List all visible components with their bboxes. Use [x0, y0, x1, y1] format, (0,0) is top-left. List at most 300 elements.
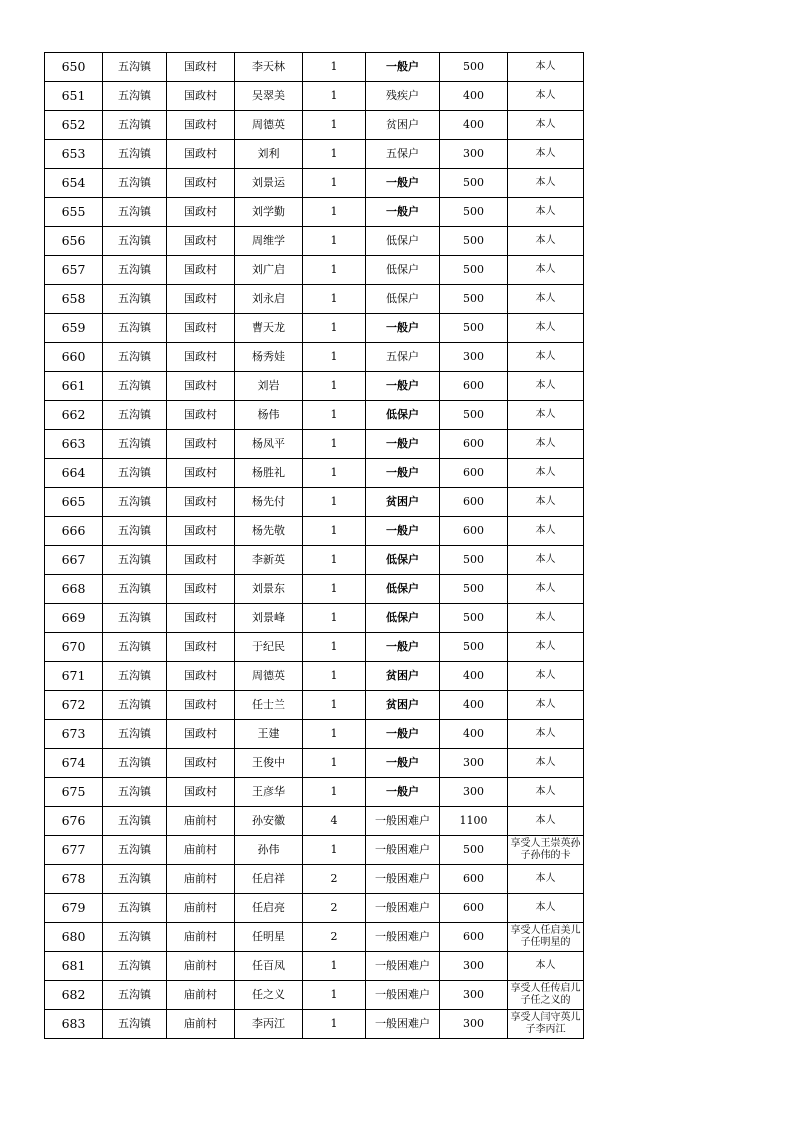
- name-cell: 曹天龙: [235, 314, 303, 343]
- town-cell: 五沟镇: [103, 894, 167, 923]
- household-size-cell: 1: [303, 401, 366, 430]
- household-size-cell: 1: [303, 662, 366, 691]
- household-type-cell: 一般困难户: [366, 836, 440, 865]
- village-cell: 庙前村: [167, 807, 235, 836]
- row-number: 651: [45, 82, 103, 111]
- table-row: [45, 1010, 584, 1039]
- recipient-note-cell: 本人: [508, 169, 584, 198]
- amount-cell: 500: [440, 314, 508, 343]
- recipient-note-cell: 享受人任启美儿子任明星的: [508, 923, 584, 952]
- town-cell: 五沟镇: [103, 372, 167, 401]
- name-cell: 孙安徽: [235, 807, 303, 836]
- household-type-cell: 贫困户: [366, 691, 440, 720]
- household-size-cell: 1: [303, 633, 366, 662]
- recipient-note-cell: 本人: [508, 314, 584, 343]
- recipient-note-cell: 本人: [508, 343, 584, 372]
- recipient-note-cell: 享受人王崇英孙子孙伟的卡: [508, 836, 584, 865]
- recipient-note-cell: 本人: [508, 459, 584, 488]
- name-cell: 李天林: [235, 53, 303, 82]
- table-row: [45, 53, 584, 82]
- amount-cell: 600: [440, 372, 508, 401]
- village-cell: 庙前村: [167, 923, 235, 952]
- name-cell: 李丙江: [235, 1010, 303, 1039]
- amount-cell: 600: [440, 923, 508, 952]
- household-size-cell: 1: [303, 140, 366, 169]
- row-number: 672: [45, 691, 103, 720]
- village-cell: 国政村: [167, 111, 235, 140]
- village-cell: 国政村: [167, 53, 235, 82]
- village-cell: 庙前村: [167, 1010, 235, 1039]
- village-cell: 国政村: [167, 517, 235, 546]
- row-number: 681: [45, 952, 103, 981]
- row-number: 676: [45, 807, 103, 836]
- household-size-cell: 1: [303, 836, 366, 865]
- household-type-cell: 低保户: [366, 546, 440, 575]
- amount-cell: 600: [440, 488, 508, 517]
- household-size-cell: 1: [303, 314, 366, 343]
- table-row: [45, 401, 584, 430]
- row-number: 669: [45, 604, 103, 633]
- village-cell: 国政村: [167, 285, 235, 314]
- row-number: 654: [45, 169, 103, 198]
- household-type-cell: 一般户: [366, 633, 440, 662]
- household-type-cell: 一般困难户: [366, 894, 440, 923]
- table-row: [45, 981, 584, 1010]
- household-type-cell: 一般户: [366, 372, 440, 401]
- town-cell: 五沟镇: [103, 430, 167, 459]
- household-type-cell: 一般困难户: [366, 807, 440, 836]
- village-cell: 国政村: [167, 198, 235, 227]
- recipient-note-cell: 本人: [508, 778, 584, 807]
- name-cell: 吴翠美: [235, 82, 303, 111]
- household-size-cell: 1: [303, 749, 366, 778]
- household-type-cell: 残疾户: [366, 82, 440, 111]
- village-cell: 国政村: [167, 459, 235, 488]
- recipient-note-cell: 本人: [508, 546, 584, 575]
- name-cell: 刘景峰: [235, 604, 303, 633]
- table-row: [45, 952, 584, 981]
- name-cell: 任明星: [235, 923, 303, 952]
- household-size-cell: 1: [303, 604, 366, 633]
- recipient-note-cell: 本人: [508, 111, 584, 140]
- recipient-note-cell: 本人: [508, 82, 584, 111]
- amount-cell: 400: [440, 662, 508, 691]
- name-cell: 任之义: [235, 981, 303, 1010]
- table-row: [45, 198, 584, 227]
- household-type-cell: 贫困户: [366, 488, 440, 517]
- table-row: [45, 575, 584, 604]
- amount-cell: 300: [440, 952, 508, 981]
- town-cell: 五沟镇: [103, 488, 167, 517]
- table-row: [45, 169, 584, 198]
- name-cell: 刘景运: [235, 169, 303, 198]
- household-type-cell: 低保户: [366, 575, 440, 604]
- household-size-cell: 4: [303, 807, 366, 836]
- household-size-cell: 1: [303, 169, 366, 198]
- amount-cell: 300: [440, 1010, 508, 1039]
- village-cell: 国政村: [167, 227, 235, 256]
- household-size-cell: 1: [303, 952, 366, 981]
- recipient-note-cell: 本人: [508, 633, 584, 662]
- town-cell: 五沟镇: [103, 662, 167, 691]
- recipient-note-cell: 本人: [508, 662, 584, 691]
- village-cell: 国政村: [167, 604, 235, 633]
- name-cell: 刘广启: [235, 256, 303, 285]
- table-row: [45, 517, 584, 546]
- village-cell: 庙前村: [167, 894, 235, 923]
- household-size-cell: 1: [303, 343, 366, 372]
- amount-cell: 500: [440, 256, 508, 285]
- recipient-note-cell: 享受人任传启儿子任之义的: [508, 981, 584, 1010]
- recipient-note-cell: 本人: [508, 430, 584, 459]
- name-cell: 刘岩: [235, 372, 303, 401]
- table-row: [45, 256, 584, 285]
- row-number: 670: [45, 633, 103, 662]
- household-size-cell: 1: [303, 372, 366, 401]
- row-number: 658: [45, 285, 103, 314]
- household-size-cell: 1: [303, 546, 366, 575]
- household-size-cell: 1: [303, 227, 366, 256]
- household-type-cell: 一般户: [366, 169, 440, 198]
- recipient-note-cell: 本人: [508, 604, 584, 633]
- town-cell: 五沟镇: [103, 111, 167, 140]
- row-number: 652: [45, 111, 103, 140]
- village-cell: 国政村: [167, 575, 235, 604]
- amount-cell: 300: [440, 140, 508, 169]
- household-size-cell: 1: [303, 285, 366, 314]
- row-number: 683: [45, 1010, 103, 1039]
- household-size-cell: 1: [303, 720, 366, 749]
- row-number: 664: [45, 459, 103, 488]
- amount-cell: 500: [440, 633, 508, 662]
- table-row: [45, 836, 584, 865]
- household-type-cell: 一般户: [366, 53, 440, 82]
- recipient-note-cell: 本人: [508, 807, 584, 836]
- row-number: 661: [45, 372, 103, 401]
- household-type-cell: 一般困难户: [366, 1010, 440, 1039]
- recipient-note-cell: 本人: [508, 488, 584, 517]
- town-cell: 五沟镇: [103, 807, 167, 836]
- table-row: [45, 488, 584, 517]
- amount-cell: 400: [440, 82, 508, 111]
- amount-cell: 400: [440, 691, 508, 720]
- town-cell: 五沟镇: [103, 836, 167, 865]
- name-cell: 杨伟: [235, 401, 303, 430]
- table-row: [45, 140, 584, 169]
- name-cell: 任启祥: [235, 865, 303, 894]
- table-body: [45, 53, 584, 1039]
- town-cell: 五沟镇: [103, 604, 167, 633]
- recipient-note-cell: 本人: [508, 517, 584, 546]
- row-number: 656: [45, 227, 103, 256]
- table-row: [45, 546, 584, 575]
- town-cell: 五沟镇: [103, 517, 167, 546]
- village-cell: 国政村: [167, 633, 235, 662]
- household-type-cell: 五保户: [366, 343, 440, 372]
- village-cell: 国政村: [167, 343, 235, 372]
- village-cell: 国政村: [167, 546, 235, 575]
- row-number: 657: [45, 256, 103, 285]
- row-number: 662: [45, 401, 103, 430]
- amount-cell: 400: [440, 720, 508, 749]
- town-cell: 五沟镇: [103, 82, 167, 111]
- household-type-cell: 低保户: [366, 227, 440, 256]
- table-row: [45, 343, 584, 372]
- town-cell: 五沟镇: [103, 227, 167, 256]
- row-number: 665: [45, 488, 103, 517]
- name-cell: 周德英: [235, 662, 303, 691]
- town-cell: 五沟镇: [103, 343, 167, 372]
- household-type-cell: 贫困户: [366, 111, 440, 140]
- household-type-cell: 一般户: [366, 517, 440, 546]
- household-size-cell: 1: [303, 53, 366, 82]
- household-size-cell: 1: [303, 778, 366, 807]
- household-type-cell: 贫困户: [366, 662, 440, 691]
- household-size-cell: 1: [303, 517, 366, 546]
- name-cell: 杨先敬: [235, 517, 303, 546]
- name-cell: 任启亮: [235, 894, 303, 923]
- household-type-cell: 一般户: [366, 720, 440, 749]
- village-cell: 国政村: [167, 778, 235, 807]
- village-cell: 国政村: [167, 82, 235, 111]
- name-cell: 于纪民: [235, 633, 303, 662]
- village-cell: 国政村: [167, 749, 235, 778]
- household-size-cell: 2: [303, 894, 366, 923]
- recipient-note-cell: 本人: [508, 749, 584, 778]
- village-cell: 庙前村: [167, 836, 235, 865]
- town-cell: 五沟镇: [103, 546, 167, 575]
- table-row: [45, 894, 584, 923]
- town-cell: 五沟镇: [103, 256, 167, 285]
- table-row: [45, 314, 584, 343]
- row-number: 677: [45, 836, 103, 865]
- town-cell: 五沟镇: [103, 923, 167, 952]
- household-size-cell: 1: [303, 256, 366, 285]
- row-number: 668: [45, 575, 103, 604]
- row-number: 678: [45, 865, 103, 894]
- household-type-cell: 五保户: [366, 140, 440, 169]
- name-cell: 孙伟: [235, 836, 303, 865]
- recipient-note-cell: 本人: [508, 372, 584, 401]
- recipient-note-cell: 本人: [508, 894, 584, 923]
- table-row: [45, 691, 584, 720]
- amount-cell: 500: [440, 198, 508, 227]
- amount-cell: 300: [440, 981, 508, 1010]
- household-size-cell: 1: [303, 459, 366, 488]
- town-cell: 五沟镇: [103, 1010, 167, 1039]
- household-size-cell: 2: [303, 865, 366, 894]
- name-cell: 杨胜礼: [235, 459, 303, 488]
- household-size-cell: 1: [303, 488, 366, 517]
- town-cell: 五沟镇: [103, 459, 167, 488]
- household-size-cell: 1: [303, 82, 366, 111]
- household-type-cell: 一般户: [366, 430, 440, 459]
- name-cell: 杨秀娃: [235, 343, 303, 372]
- amount-cell: 500: [440, 227, 508, 256]
- recipient-note-cell: 本人: [508, 227, 584, 256]
- town-cell: 五沟镇: [103, 778, 167, 807]
- village-cell: 国政村: [167, 720, 235, 749]
- name-cell: 王彦华: [235, 778, 303, 807]
- household-type-cell: 低保户: [366, 401, 440, 430]
- table-row: [45, 285, 584, 314]
- amount-cell: 600: [440, 459, 508, 488]
- recipient-note-cell: 本人: [508, 952, 584, 981]
- table-row: [45, 720, 584, 749]
- table-row: [45, 778, 584, 807]
- household-type-cell: 一般困难户: [366, 981, 440, 1010]
- table-row: [45, 82, 584, 111]
- table-row: [45, 227, 584, 256]
- town-cell: 五沟镇: [103, 401, 167, 430]
- household-size-cell: 1: [303, 111, 366, 140]
- name-cell: 王建: [235, 720, 303, 749]
- town-cell: 五沟镇: [103, 140, 167, 169]
- amount-cell: 300: [440, 778, 508, 807]
- town-cell: 五沟镇: [103, 575, 167, 604]
- row-number: 663: [45, 430, 103, 459]
- name-cell: 杨凤平: [235, 430, 303, 459]
- row-number: 655: [45, 198, 103, 227]
- amount-cell: 300: [440, 749, 508, 778]
- table-row: [45, 633, 584, 662]
- town-cell: 五沟镇: [103, 169, 167, 198]
- amount-cell: 500: [440, 53, 508, 82]
- household-type-cell: 低保户: [366, 285, 440, 314]
- household-size-cell: 1: [303, 691, 366, 720]
- village-cell: 庙前村: [167, 865, 235, 894]
- town-cell: 五沟镇: [103, 633, 167, 662]
- household-size-cell: 1: [303, 430, 366, 459]
- household-type-cell: 一般困难户: [366, 865, 440, 894]
- household-size-cell: 1: [303, 981, 366, 1010]
- recipient-note-cell: 本人: [508, 401, 584, 430]
- household-size-cell: 1: [303, 1010, 366, 1039]
- name-cell: 任士兰: [235, 691, 303, 720]
- name-cell: 王俊中: [235, 749, 303, 778]
- amount-cell: 500: [440, 169, 508, 198]
- row-number: 660: [45, 343, 103, 372]
- household-type-cell: 一般户: [366, 198, 440, 227]
- table-row: [45, 430, 584, 459]
- recipient-note-cell: 本人: [508, 53, 584, 82]
- household-type-cell: 低保户: [366, 604, 440, 633]
- town-cell: 五沟镇: [103, 691, 167, 720]
- recipient-note-cell: 本人: [508, 575, 584, 604]
- name-cell: 杨先付: [235, 488, 303, 517]
- name-cell: 任百凤: [235, 952, 303, 981]
- amount-cell: 1100: [440, 807, 508, 836]
- name-cell: 周德英: [235, 111, 303, 140]
- row-number: 673: [45, 720, 103, 749]
- table-row: [45, 923, 584, 952]
- household-size-cell: 1: [303, 575, 366, 604]
- village-cell: 国政村: [167, 372, 235, 401]
- row-number: 679: [45, 894, 103, 923]
- row-number: 653: [45, 140, 103, 169]
- row-number: 674: [45, 749, 103, 778]
- recipient-note-cell: 本人: [508, 285, 584, 314]
- amount-cell: 600: [440, 894, 508, 923]
- name-cell: 刘利: [235, 140, 303, 169]
- row-number: 666: [45, 517, 103, 546]
- village-cell: 国政村: [167, 691, 235, 720]
- village-cell: 庙前村: [167, 952, 235, 981]
- table-row: [45, 459, 584, 488]
- town-cell: 五沟镇: [103, 314, 167, 343]
- recipient-note-cell: 本人: [508, 256, 584, 285]
- table-row: [45, 865, 584, 894]
- amount-cell: 500: [440, 575, 508, 604]
- village-cell: 国政村: [167, 314, 235, 343]
- household-type-cell: 一般户: [366, 459, 440, 488]
- recipient-note-cell: 享受人闫守英儿子李丙江: [508, 1010, 584, 1039]
- row-number: 675: [45, 778, 103, 807]
- village-cell: 国政村: [167, 256, 235, 285]
- village-cell: 国政村: [167, 488, 235, 517]
- name-cell: 周维学: [235, 227, 303, 256]
- row-number: 680: [45, 923, 103, 952]
- household-type-cell: 一般困难户: [366, 923, 440, 952]
- amount-cell: 600: [440, 517, 508, 546]
- name-cell: 李新英: [235, 546, 303, 575]
- row-number: 659: [45, 314, 103, 343]
- town-cell: 五沟镇: [103, 981, 167, 1010]
- table-row: [45, 372, 584, 401]
- village-cell: 国政村: [167, 401, 235, 430]
- village-cell: 国政村: [167, 140, 235, 169]
- village-cell: 国政村: [167, 430, 235, 459]
- table-row: [45, 111, 584, 140]
- table-row: [45, 807, 584, 836]
- amount-cell: 600: [440, 430, 508, 459]
- amount-cell: 400: [440, 111, 508, 140]
- row-number: 671: [45, 662, 103, 691]
- table-row: [45, 749, 584, 778]
- recipient-note-cell: 本人: [508, 140, 584, 169]
- village-cell: 庙前村: [167, 981, 235, 1010]
- recipient-note-cell: 本人: [508, 691, 584, 720]
- town-cell: 五沟镇: [103, 53, 167, 82]
- table-row: [45, 604, 584, 633]
- town-cell: 五沟镇: [103, 952, 167, 981]
- recipient-note-cell: 本人: [508, 198, 584, 227]
- amount-cell: 600: [440, 865, 508, 894]
- town-cell: 五沟镇: [103, 285, 167, 314]
- amount-cell: 500: [440, 836, 508, 865]
- village-cell: 国政村: [167, 169, 235, 198]
- town-cell: 五沟镇: [103, 198, 167, 227]
- row-number: 682: [45, 981, 103, 1010]
- household-type-cell: 一般户: [366, 778, 440, 807]
- name-cell: 刘景东: [235, 575, 303, 604]
- town-cell: 五沟镇: [103, 749, 167, 778]
- recipient-note-cell: 本人: [508, 865, 584, 894]
- amount-cell: 500: [440, 604, 508, 633]
- town-cell: 五沟镇: [103, 720, 167, 749]
- recipient-note-cell: 本人: [508, 720, 584, 749]
- amount-cell: 500: [440, 546, 508, 575]
- village-cell: 国政村: [167, 662, 235, 691]
- town-cell: 五沟镇: [103, 865, 167, 894]
- relief-roster-table: [44, 52, 584, 1039]
- household-type-cell: 一般户: [366, 749, 440, 778]
- household-type-cell: 一般困难户: [366, 952, 440, 981]
- household-type-cell: 一般户: [366, 314, 440, 343]
- household-type-cell: 低保户: [366, 256, 440, 285]
- amount-cell: 500: [440, 401, 508, 430]
- name-cell: 刘永启: [235, 285, 303, 314]
